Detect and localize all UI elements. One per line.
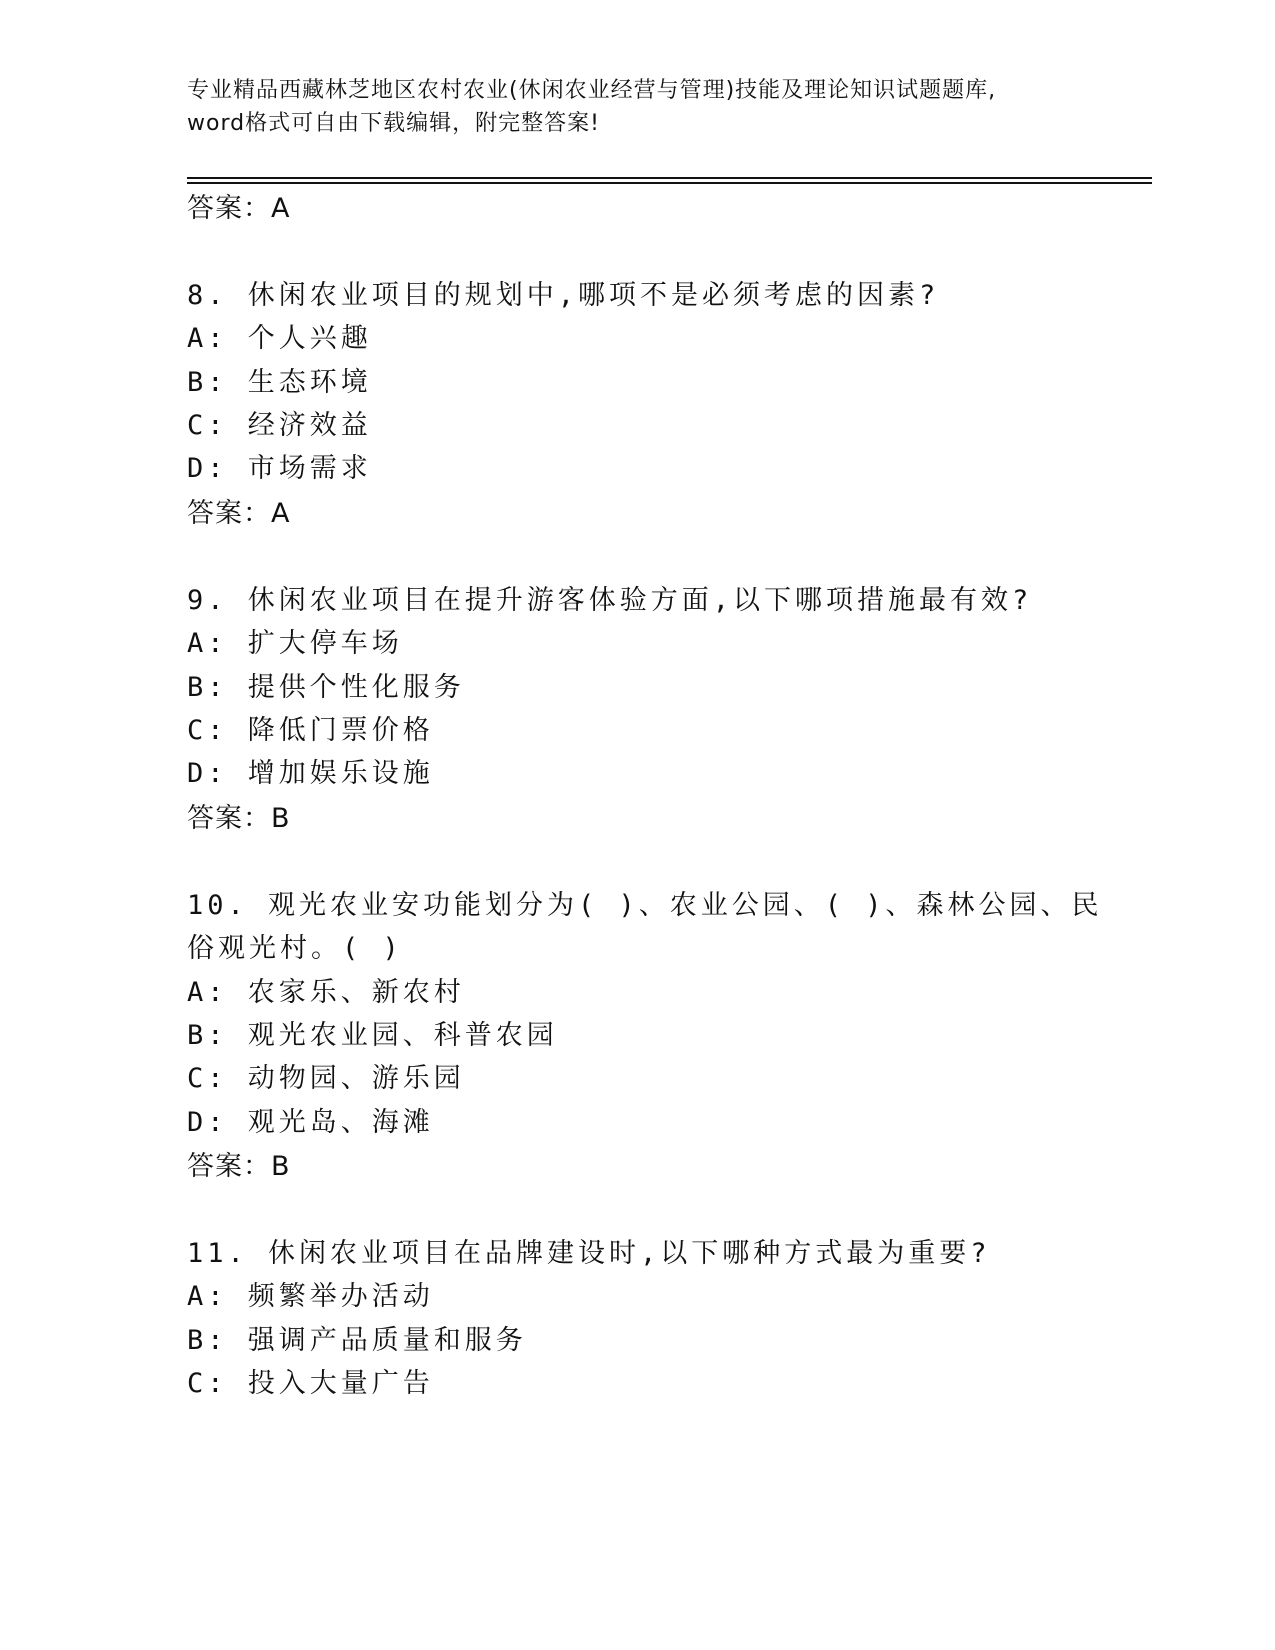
question-10-option-b: B: 观光农业园、科普农园: [187, 1020, 558, 1051]
question-11-option-b: B: 强调产品质量和服务: [187, 1325, 527, 1356]
header-divider-bottom: [187, 182, 1152, 184]
question-10-option-d: D: 观光岛、海滩: [187, 1107, 434, 1138]
question-9-option-b: B: 提供个性化服务: [187, 672, 465, 703]
question-10-stem-line-1: 10. 观光农业安功能划分为( )、农业公园、( )、森林公园、民: [187, 890, 1103, 921]
question-10-answer: 答案：B: [187, 1151, 291, 1182]
question-10-option-c: C: 动物园、游乐园: [187, 1063, 465, 1094]
question-11-option-c: C: 投入大量广告: [187, 1368, 434, 1399]
question-8-option-b: B: 生态环境: [187, 367, 372, 398]
question-9-stem: 9. 休闲农业项目在提升游客体验方面,以下哪项措施最有效?: [187, 585, 1033, 616]
question-8-option-a: A: 个人兴趣: [187, 323, 372, 354]
question-8-answer: 答案：A: [187, 498, 291, 529]
page-header: [187, 74, 1107, 140]
previous-answer: 答案：A: [187, 193, 291, 224]
question-8-option-d: D: 市场需求: [187, 453, 372, 484]
question-11-stem: 11. 休闲农业项目在品牌建设时,以下哪种方式最为重要?: [187, 1238, 991, 1269]
header-title-line-1: 专业精品西藏林芝地区农村农业(休闲农业经营与管理)技能及理论知识试题题库,: [187, 78, 997, 103]
question-9-option-a: A: 扩大停车场: [187, 628, 403, 659]
question-11-option-a: A: 频繁举办活动: [187, 1281, 434, 1312]
header-title-line-2: word格式可自由下载编辑，附完整答案!: [187, 111, 600, 136]
question-9-option-c: C: 降低门票价格: [187, 715, 434, 746]
header-divider-top: [187, 177, 1152, 179]
question-8-stem: 8. 休闲农业项目的规划中,哪项不是必须考虑的因素?: [187, 280, 940, 311]
question-8-option-c: C: 经济效益: [187, 410, 372, 441]
question-9-option-d: D: 增加娱乐设施: [187, 758, 434, 789]
question-9-answer: 答案：B: [187, 803, 291, 834]
question-10-stem-line-2: 俗观光村。( ): [187, 933, 403, 964]
question-10-option-a: A: 农家乐、新农村: [187, 977, 465, 1008]
